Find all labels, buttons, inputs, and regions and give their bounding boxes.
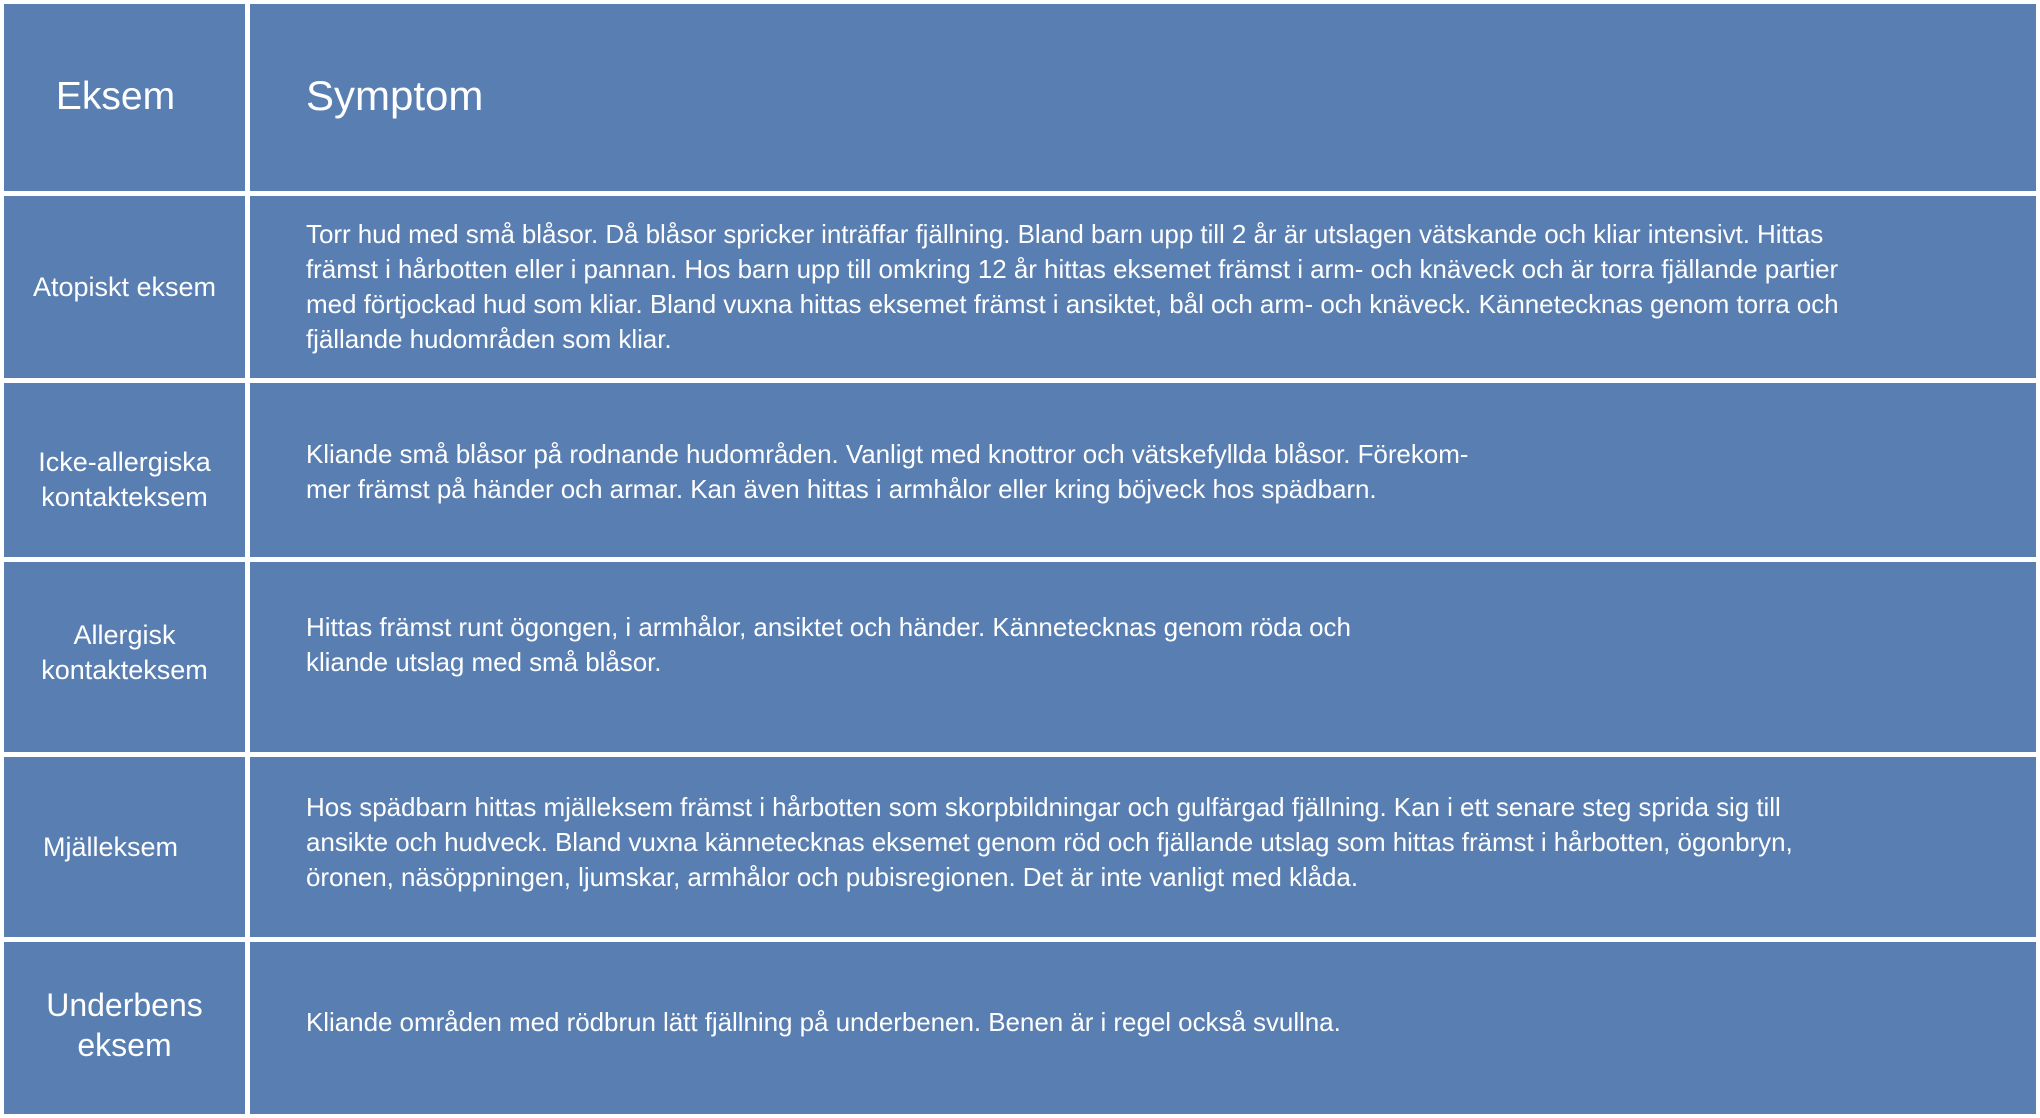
row-symptom-cell-atopiskt-eksem [250, 196, 2036, 378]
row-name-cell-atopiskt-eksem [4, 196, 245, 378]
header-cell-eksem [4, 4, 245, 191]
row-name-cell-underbens-eksem [4, 942, 245, 1114]
row-symptom-mjalleksem: Hos spädbarn hittas mjälleksem främst i hårbotten som skorpbildningar och gulfärgad fjällning. Kan i ett senare steg sprida sig till ansikte och hudveck. Bland vuxna kännetecknas eksemet genom röd och fjällande utslag som hittas främst i hårbotten, ögonbryn, öronen, näsöppningen, ljumskar, armhålor och pubisregionen. Det är inte vanligt med klåda. [306, 791, 1793, 892]
row-name-mjalleksem: Mjälleksem [42, 831, 179, 862]
row-symptom-cell-mjalleksem [250, 757, 2036, 937]
row-name-atopiskt-eksem: Atopiskt eksem [32, 271, 217, 302]
row-symptom-cell-underbens-eksem [250, 942, 2036, 1114]
row-symptom-allergisk-kontakteksem: Hittas främst runt ögongen, i armhålor, ansiktet och händer. Kännetecknas genom röda och kliande utslag med små blåsor. [306, 612, 1351, 677]
row-symptom-cell-icke-allergiska-kontakteksem [250, 383, 2036, 557]
row-name-cell-allergisk-kontakteksem [4, 562, 245, 752]
row-symptom-atopiskt-eksem: Torr hud med små blåsor. Då blåsor spricker inträffar fjällning. Bland barn upp till 2 år är utslagen vätskande och kliar intensivt. Hittas främst i hårbotten eller i pannan. Hos barn upp till omkring 12 år hittas eksemet främst i arm- och knäveck och är torra fjällande partier med förtjockad hud som kliar. Bland vuxna hittas eksemet främst i ansiktet, bål och arm- och knäveck. Kännetecknas genom torra och fjällande hudområden som kliar. [306, 219, 1839, 354]
row-name-icke-allergiska-kontakteksem: Icke-allergiska kontakteksem [38, 447, 211, 512]
column-header-eksem: Eksem [55, 75, 176, 119]
header-cell-symptom [250, 4, 2036, 191]
row-symptom-cell-allergisk-kontakteksem [250, 562, 2036, 752]
row-name-cell-mjalleksem [4, 757, 245, 937]
row-name-underbens-eksem: Underbens eksem [46, 987, 203, 1063]
column-header-symptom: Symptom [306, 72, 484, 120]
row-name-allergisk-kontakteksem: Allergisk kontakteksem [41, 620, 208, 685]
row-symptom-underbens-eksem: Kliande områden med rödbrun lätt fjällning på underbenen. Benen är i regel också svullna. [306, 1006, 1341, 1037]
row-symptom-icke-allergiska-kontakteksem: Kliande små blåsor på rodnande hudområden. Vanligt med knottror och vätskefyllda blåsor. Förekom- mer främst på händer och armar. Kan även hittas i armhålor eller kring böjveck hos spädbarn. [306, 439, 1469, 504]
row-name-cell-icke-allergiska-kontakteksem [4, 383, 245, 557]
